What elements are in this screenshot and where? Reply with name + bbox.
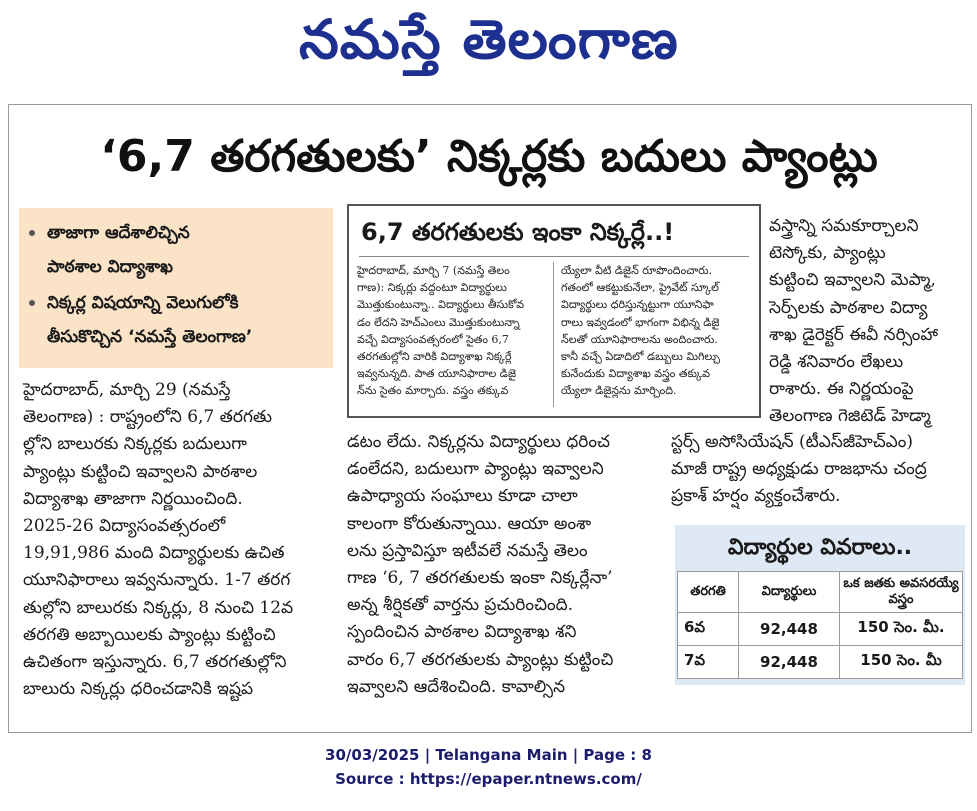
student-details-box: [675, 525, 965, 685]
text-line: కునేందుకు విద్యాశాఖ వస్త్రం తక్కువ: [561, 367, 710, 381]
inset-title: 6,7 తరగతులకు ఇంకా నిక్కర్లే..!: [361, 218, 675, 246]
text-line: రాశారు. ఈ నిర్ణయంపై: [769, 379, 914, 400]
text-line: ఇవ్వాలని ఆదేశించింది. కావాల్సిన: [347, 676, 566, 697]
inset-column-right: [561, 262, 720, 400]
text-line: ప్రకాశ్ హర్షం వ్యక్తంచేశారు.: [671, 486, 841, 507]
table-row: [678, 613, 963, 646]
text-line: హైదరాబాద్, మార్చి 29 (నమస్తే: [23, 380, 231, 400]
highlight-box: [19, 208, 333, 368]
text-line: మాజీ రాష్ట్ర అధ్యక్షుడు రాజభాను చంద్ర: [671, 459, 927, 480]
text-line: టెస్కోకు, ప్యాంట్లు: [769, 243, 886, 264]
text-line: గతంలో ఆకట్టుకునేలా, ప్రైవేట్ స్కూల్: [561, 281, 719, 295]
highlight-item-cont: తీసుకొచ్చిన ‘నమస్తే తెలంగాణ’: [47, 327, 253, 347]
inset-column-left: [357, 262, 524, 400]
text-line: ఇవ్వనున్నది. పాత యూనిఫారాల డిజై: [357, 367, 516, 381]
text-line: 2025-26 విద్యాసంవత్సరంలో: [23, 515, 226, 536]
text-line: డం లేదని హెచ్ఎంలు మొత్తుకుంటున్నా: [357, 315, 520, 329]
text-line: కాలంగా కోరుతున్నాయి. ఆయా అంశా: [347, 513, 592, 534]
text-line: శాఖ డైరెక్టర్ ఈవీ నర్సింహా: [769, 324, 938, 345]
column-header: తరగతి: [678, 572, 739, 613]
text-line: డంలేదని, బదులుగా ప్యాంట్లు ఇవ్వాలని: [347, 459, 604, 480]
text-line: ల్లోని బాలురకు నిక్కర్లకు బదులుగా: [23, 434, 247, 455]
table-cell: 7వ: [678, 646, 739, 679]
inset-article: [347, 204, 761, 418]
text-line: విద్యార్థులు ధరిస్తున్నట్టుగా యూనిఫా: [561, 298, 714, 312]
text-line: స్పందించిన పాఠశాల విద్యాశాఖ శని: [347, 622, 577, 643]
text-line: రాలు ఇవ్వడంలో భాగంగా విభిన్న డిజై: [561, 315, 720, 329]
news-clipping: [8, 104, 972, 733]
text-line: వస్త్రాన్ని సమకూర్చాలని: [769, 216, 919, 236]
text-line: గాణ ‘6, 7 తరగతులకు ఇంకా నిక్కర్లేనా’: [347, 567, 613, 588]
text-line: రెడ్డి శనివారం లేఖలు: [769, 351, 904, 372]
divider: [359, 256, 749, 257]
text-line: అన్న శీర్షికతో వార్తను ప్రచురించింది.: [347, 595, 574, 616]
text-line: బాలురు నిక్కర్లు ధరించడానికి ఇష్టప: [23, 679, 254, 700]
bullet-icon: [29, 300, 35, 306]
table-cell: 92,448: [739, 646, 840, 679]
table-cell: 92,448: [739, 613, 840, 646]
highlight-item-cont: పాఠశాల విద్యాశాఖ: [47, 257, 173, 277]
text-line: సెర్ప్‌లకు పాఠశాల విద్యా: [769, 297, 928, 318]
text-line: తెలంగాణ) : రాష్ట్రంలోని 6,7 తరగతు: [23, 407, 272, 428]
text-line: మొత్తుకుంటున్నా.. విద్యార్థులు తీసుకోవ: [357, 298, 525, 312]
text-line: 19,91,986 మంది విద్యార్థులకు ఉచిత: [23, 543, 285, 564]
text-line: న్‌లతో యూనిఫారాలను అందించారు.: [561, 332, 718, 346]
article-column-4: [671, 429, 927, 511]
article-column-2: [347, 429, 613, 701]
divider: [553, 262, 554, 407]
column-header: విద్యార్థులు: [739, 572, 840, 613]
table-title: విద్యార్థుల వివరాలు..: [727, 535, 913, 560]
text-line: వారం 6,7 తరగతులకు ప్యాంట్లు కుట్టించి: [347, 649, 614, 670]
text-line: తెలంగాణ గెజిటెడ్ హెడ్మా: [769, 406, 931, 427]
article-column-3: [769, 213, 938, 431]
text-line: కానీ వచ్చే ఏడాదిలో డబ్బులు మిగిల్చు: [561, 349, 720, 363]
text-line: తరగతుల్లోని వారికి విద్యాశాఖ నిక్కర్లే: [357, 349, 512, 363]
article-headline: ‘6,7 తరగతులకు’ నిక్కర్లకు బదులు ప్యాంట్లు: [100, 131, 878, 182]
text-line: ఉపాధ్యాయ సంఘాలు కూడా చాలా: [347, 486, 578, 507]
student-details-table: [677, 571, 963, 679]
text-line: డటం లేదు. నిక్కర్లను విద్యార్థులు ధరించ: [347, 432, 610, 452]
text-line: గాణ): నిక్కర్లు వద్దంటూ విద్యార్థులు: [357, 281, 507, 295]
text-line: ఉచితంగా ఇస్తున్నారు. 6,7 తరగతుల్లోని: [23, 651, 287, 672]
table-cell: 150 సెం. మీ.: [840, 613, 963, 646]
footer-date-page: 30/03/2025 | Telangana Main | Page : 8: [325, 746, 652, 764]
text-line: వచ్చే విద్యాసంవత్సరంలో సైతం 6,7: [357, 332, 509, 346]
text-line: తుల్లోని బాలురకు నిక్కర్లు, 8 నుంచి 12వ: [23, 597, 294, 618]
text-line: యూనిఫారాలు ఇవ్వనున్నారు. 1-7 తరగ: [23, 570, 291, 591]
text-line: లను ప్రస్తావిస్తూ ఇటీవలే నమస్తే తెలం: [347, 540, 588, 561]
text-line: ప్యాంట్లు కుట్టించి ఇవ్వాలని పాఠశాల: [23, 461, 258, 482]
text-line: హైదరాబాద్, మార్చి 7 (నమస్తే తెలం: [357, 264, 510, 277]
masthead: [0, 0, 977, 80]
footer-source: Source : https://epaper.ntnews.com/: [335, 770, 642, 788]
column-header: ఒక జతకు అవసరయ్యే వస్త్రం: [840, 572, 963, 613]
text-line: తరగతి అబ్బాయిలకు ప్యాంట్లు కుట్టించి: [23, 624, 276, 645]
article-column-1: [23, 377, 293, 703]
highlight-item: నిక్కర్ల విషయాన్ని వెలుగులోకి: [29, 286, 239, 320]
text-line: స్టర్స్ అసోసియేషన్ (టీఎస్‌జీహెచ్ఎం): [671, 432, 913, 452]
table-cell: 150 సెం. మీ: [840, 646, 963, 679]
table-row: [678, 646, 963, 679]
masthead-title: నమస్తే తెలంగాణ: [298, 7, 679, 71]
text-line: విద్యాశాఖ తాజాగా నిర్ణయించింది.: [23, 488, 243, 509]
table-cell: 6వ: [678, 613, 739, 646]
text-line: కుట్టించి ఇవ్వాలని మెప్మా,: [769, 270, 936, 291]
table-header-row: [678, 572, 963, 613]
text-line: న్‌ను సైతం మార్చారు. వస్త్రం తక్కువ: [357, 384, 509, 398]
text-line: య్యేలా వీటి డిజైన్ రూపొందించారు.: [561, 264, 713, 277]
highlight-item: తాజాగా ఆదేశాలిచ్చిన: [29, 216, 190, 250]
bullet-icon: [29, 230, 35, 236]
text-line: య్యేలా డిజైన్లను మార్చింది.: [561, 384, 677, 398]
